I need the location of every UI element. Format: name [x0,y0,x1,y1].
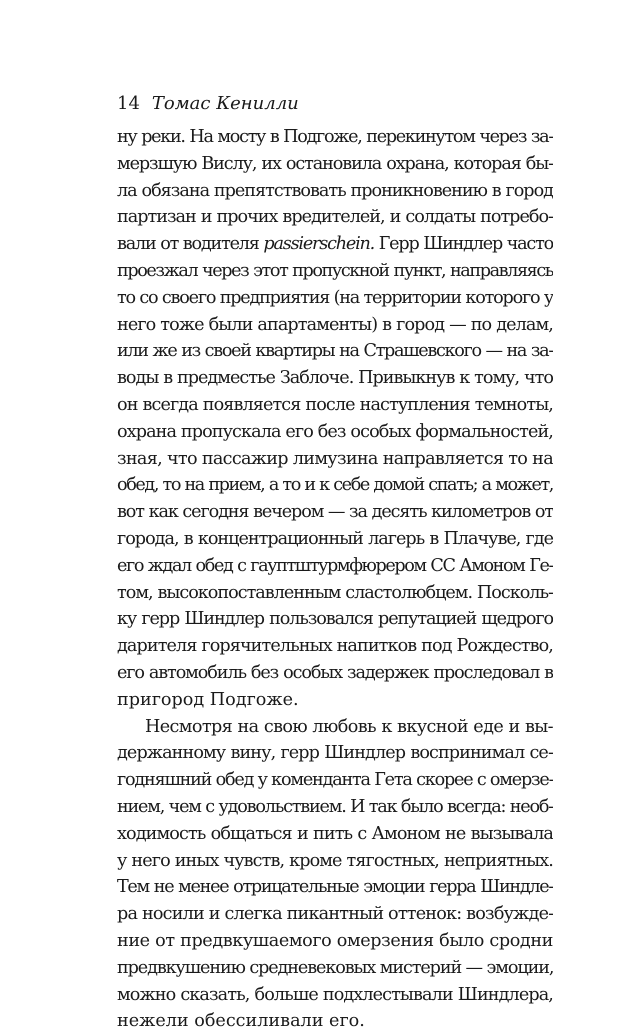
text-line: держанному вину, герр Шиндлер воспринимал се- [117,743,553,764]
text-line: предвкушению средневековых мистерий — эмоции, [117,957,553,978]
text-line [117,231,553,258]
text-line: воды в предместье Заблоче. Привыкнув к тому, что [117,368,553,389]
text-line: пригород Подгоже. [117,689,299,710]
text-line: него тоже были апартаменты) в город — по делам, [117,314,553,335]
text-run: вали от водителя [117,234,264,255]
text-line: ку герр Шиндлер пользовался репутацией щедрого [117,609,553,630]
text-line: проезжал через этот пропускной пункт, направляясь [117,260,553,281]
text-line: Тем не менее отрицательные эмоции герра Шиндле- [117,877,553,898]
text-line: можно сказать, больше подхлестывали Шиндлера, [117,984,553,1005]
text-line: зная, что пассажир лимузина направляется то на [117,448,553,469]
text-line: Несмотря на свою любовь к вкусной еде и вы- [145,716,553,737]
text-line: дарителя горячительных напитков под Рождество, [117,636,553,657]
italic-term: passierschein. [263,234,375,255]
text-line: то со своего предприятия (на территории которого у [117,287,553,308]
text-line: партизан и прочих вредителей, и солдаты потребо- [117,207,553,228]
text-line: обед, то на прием, а то и к себе домой спать; а может, [117,475,553,496]
text-line: ла обязана препятствовать проникновению в город [117,180,553,201]
text-line: годняшний обед у коменданта Гета скорее с омерзе- [117,770,553,791]
text-line: города, в концентрационный лагерь в Плачуве, где [117,528,553,549]
text-run: Герр Шиндлер часто [374,234,553,255]
text-line: том, высокопоставленным сластолюбцем. Посколь- [117,582,553,603]
author-name: Томас Кенилли [151,93,299,114]
text-line: ние от предвкушаемого омерзения было сродни [117,930,553,951]
text-line: ра носили и слегка пикантный оттенок: возбужде- [117,904,553,925]
running-head [117,92,299,116]
text-line: нежели обессиливали его. [117,1011,365,1032]
text-line: он всегда появляется после наступления темноты, [117,394,553,415]
text-line: нием, чем с удовольствием. И так было всегда: необ- [117,796,553,817]
text-line: его ждал обед с гауптштурмфюрером СС Амоном Ге- [117,555,553,576]
text-line: или же из своей квартиры на Страшевского — на за- [117,341,553,362]
text-line: охрана пропускала его без особых формальностей, [117,421,553,442]
text-line: ходимость общаться и пить с Амоном не вызывала [117,823,553,844]
text-line: ну реки. На мосту в Подгоже, перекинутом через за- [117,127,553,147]
text-line: мерзшую Вислу, их остановила охрана, которая бы- [117,153,553,174]
page-number: 14 [117,93,140,114]
text-line: вот как сегодня вечером — за десять километров от [117,502,553,523]
text-line: его автомобиль без особых задержек проследовал в [117,662,553,683]
body-text [117,124,553,1035]
text-line: у него иных чувств, кроме тягостных, неприятных. [117,850,553,871]
